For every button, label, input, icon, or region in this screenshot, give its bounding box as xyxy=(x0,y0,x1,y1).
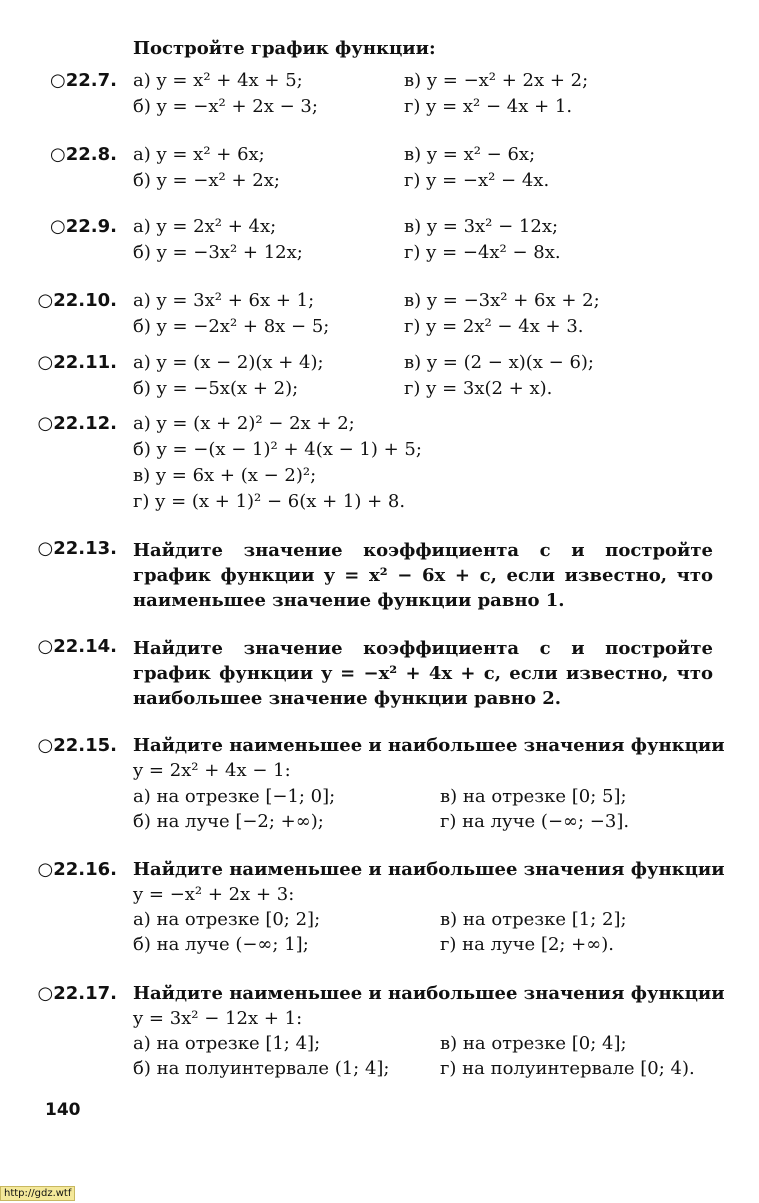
problem-text: Найдите значение коэффициента c и постройте график функции y = −x² + 4x + c, если известно, что наибольшее значение функции равно 2. xyxy=(133,638,713,709)
problem-number: ○22.9. xyxy=(50,216,117,237)
problem-text: Найдите наименьшее и наибольшее значения функции xyxy=(133,735,725,756)
problem-number: ○22.15. xyxy=(37,735,117,756)
problem-number: ○22.11. xyxy=(37,352,117,373)
item-v: в) y = x² − 6x; xyxy=(404,144,536,165)
item-g: г) y = −4x² − 8x. xyxy=(404,242,561,263)
item-b: б) y = −5x(x + 2); xyxy=(133,378,299,399)
item-b: б) y = −(x − 1)² + 4(x − 1) + 5; xyxy=(133,439,422,460)
item-b: б) y = −2x² + 8x − 5; xyxy=(133,316,330,337)
item-a: а) y = (x − 2)(x + 4); xyxy=(133,352,324,373)
item-g: г) y = −x² − 4x. xyxy=(404,170,550,191)
item-b: б) y = −x² + 2x − 3; xyxy=(133,96,318,117)
item-v: в) y = −x² + 2x + 2; xyxy=(404,70,589,91)
item-g: г) y = x² − 4x + 1. xyxy=(404,96,573,117)
item-v: в) y = 6x + (x − 2)²; xyxy=(133,465,317,486)
section-intro: Постройте график функции: xyxy=(133,38,436,59)
item-v: в) на отрезке [1; 2]; xyxy=(440,909,627,930)
problem-number: ○22.7. xyxy=(50,70,117,91)
item-g: г) y = (x + 1)² − 6(x + 1) + 8. xyxy=(133,491,406,512)
item-g: г) на полуинтервале [0; 4). xyxy=(440,1058,695,1079)
item-a: а) на отрезке [1; 4]; xyxy=(133,1033,321,1054)
problem-number: ○22.14. xyxy=(37,636,117,657)
problem-formula: y = −x² + 2x + 3: xyxy=(133,884,295,905)
item-a: а) y = 2x² + 4x; xyxy=(133,216,277,237)
item-a: а) y = x² + 6x; xyxy=(133,144,265,165)
problem-number: ○22.16. xyxy=(37,859,117,880)
item-g: г) y = 3x(2 + x). xyxy=(404,378,553,399)
item-a: а) на отрезке [0; 2]; xyxy=(133,909,321,930)
item-b: б) y = −3x² + 12x; xyxy=(133,242,303,263)
item-v: в) на отрезке [0; 5]; xyxy=(440,786,627,807)
page-number: 140 xyxy=(45,1100,81,1120)
problem-number: ○22.8. xyxy=(50,144,117,165)
item-b: б) на полуинтервале (1; 4]; xyxy=(133,1058,390,1079)
item-v: в) y = (2 − x)(x − 6); xyxy=(404,352,594,373)
problem-formula: y = 2x² + 4x − 1: xyxy=(133,760,291,781)
problem-number: ○22.10. xyxy=(37,290,117,311)
item-g: г) на луче (−∞; −3]. xyxy=(440,811,630,832)
problem-number: ○22.12. xyxy=(37,413,117,434)
item-a: а) на отрезке [−1; 0]; xyxy=(133,786,336,807)
problem-text: Найдите наименьшее и наибольшее значения функции xyxy=(133,983,725,1004)
problem-text: Найдите наименьшее и наибольшее значения функции xyxy=(133,859,725,880)
item-v: в) y = 3x² − 12x; xyxy=(404,216,559,237)
item-b: б) на луче (−∞; 1]; xyxy=(133,934,309,955)
item-g: г) y = 2x² − 4x + 3. xyxy=(404,316,584,337)
problem-number: ○22.17. xyxy=(37,983,117,1004)
watermark-link[interactable]: http://gdz.wtf xyxy=(0,1186,75,1201)
item-v: в) y = −3x² + 6x + 2; xyxy=(404,290,600,311)
problem-formula: y = 3x² − 12x + 1: xyxy=(133,1008,303,1029)
item-a: а) y = (x + 2)² − 2x + 2; xyxy=(133,413,355,434)
item-b: б) y = −x² + 2x; xyxy=(133,170,280,191)
problem-number: ○22.13. xyxy=(37,538,117,559)
item-b: б) на луче [−2; +∞); xyxy=(133,811,324,832)
problem-text: Найдите значение коэффициента c и постройте график функции y = x² − 6x + c, если известно, что наименьшее значение функции равно 1. xyxy=(133,540,713,611)
item-v: в) на отрезке [0; 4]; xyxy=(440,1033,627,1054)
item-a: а) y = 3x² + 6x + 1; xyxy=(133,290,315,311)
item-g: г) на луче [2; +∞). xyxy=(440,934,615,955)
item-a: а) y = x² + 4x + 5; xyxy=(133,70,303,91)
